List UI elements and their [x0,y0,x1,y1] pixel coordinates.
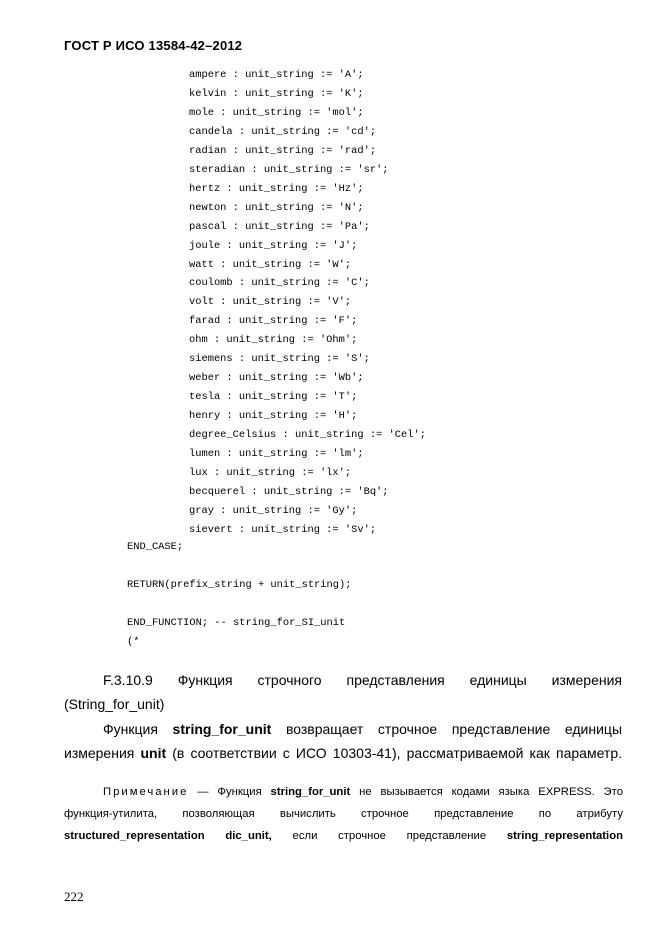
code-case-line: sievert : unit_string := 'Sv'; [189,523,377,536]
code-comment-open: (* [127,636,140,648]
code-case-line: volt : unit_string := 'V'; [189,296,352,309]
note-label: Примечание [103,786,189,798]
code-case-line: siemens : unit_string := 'S'; [189,353,370,366]
code-case-line: kelvin : unit_string := 'K'; [189,88,364,100]
code-case-line: gray : unit_string := 'Gy'; [189,504,358,517]
note-text: не вызывается кодами языка EXPRESS. Это [350,786,624,798]
note-line2: функция-утилита, позволяющая вычислить строчное представление по атрибуту [64,808,623,820]
note-line3 [64,826,623,847]
code-case-line: becquerel : unit_string := 'Bq'; [189,485,389,498]
document-header: ГОСТ Р ИСО 13584-42–2012 [64,38,243,53]
code-end-function: END_FUNCTION; -- string_for_SI_unit [127,617,346,629]
code-case-line: mole : unit_string := 'mol'; [189,106,364,119]
note-attribute: string_representation [506,830,623,842]
code-case-line: coulomb : unit_string := 'C'; [189,277,370,290]
para-text: Функция [103,721,173,737]
note-text: если строчное представление [271,830,507,842]
code-return: RETURN(prefix_string + unit_string); [127,579,352,591]
code-case-line: ohm : unit_string := 'Ohm'; [189,334,358,347]
code-case-line: pascal : unit_string := 'Pa'; [189,220,370,233]
code-case-line: hertz : unit_string := 'Hz'; [189,182,364,195]
code-case-line: ampere : unit_string := 'A'; [189,69,364,81]
code-case-line: henry : unit_string := 'H'; [189,410,358,423]
para-text: измерения [64,745,141,761]
note-text: — Функция [188,786,271,798]
paragraph-line2 [64,741,622,765]
function-name: string_for_unit [172,721,272,737]
code-end-case: END_CASE; [127,541,184,553]
code-case-line: watt : unit_string := 'W'; [189,258,352,271]
para-text: (в соответствии с ИСО 10303-41), рассматриваемой как параметр. [166,745,622,761]
note-function-name: string_for_unit [270,786,351,798]
note-line1 [103,782,623,803]
code-case-line: radian : unit_string := 'rad'; [189,144,377,157]
code-case-line: lux : unit_string := 'lx'; [189,466,352,479]
para-text: возвращает строчное представление единицы [271,721,623,737]
code-case-line: joule : unit_string := 'J'; [189,239,358,252]
code-case-line: degree_Celsius : unit_string := 'Cel'; [189,429,426,442]
code-case-line: newton : unit_string := 'N'; [189,201,364,214]
parameter-name: unit [140,745,167,761]
code-case-line: steradian : unit_string := 'sr'; [189,163,389,176]
page-number: 222 [64,889,84,904]
code-case-line: candela : unit_string := 'cd'; [189,125,377,138]
code-case-line: weber : unit_string := 'Wb'; [189,372,364,385]
code-case-line: farad : unit_string := 'F'; [189,315,358,328]
section-heading-line1: F.3.10.9 Функция строчного представления единицы измерения [103,672,622,688]
section-heading-line2: (String_for_unit) [64,696,165,712]
paragraph-line1 [103,717,622,741]
code-case-line: lumen : unit_string := 'lm'; [189,448,364,460]
code-case-line: tesla : unit_string := 'T'; [189,391,358,404]
note-attribute: structured_representation dic_unit, [64,830,272,842]
